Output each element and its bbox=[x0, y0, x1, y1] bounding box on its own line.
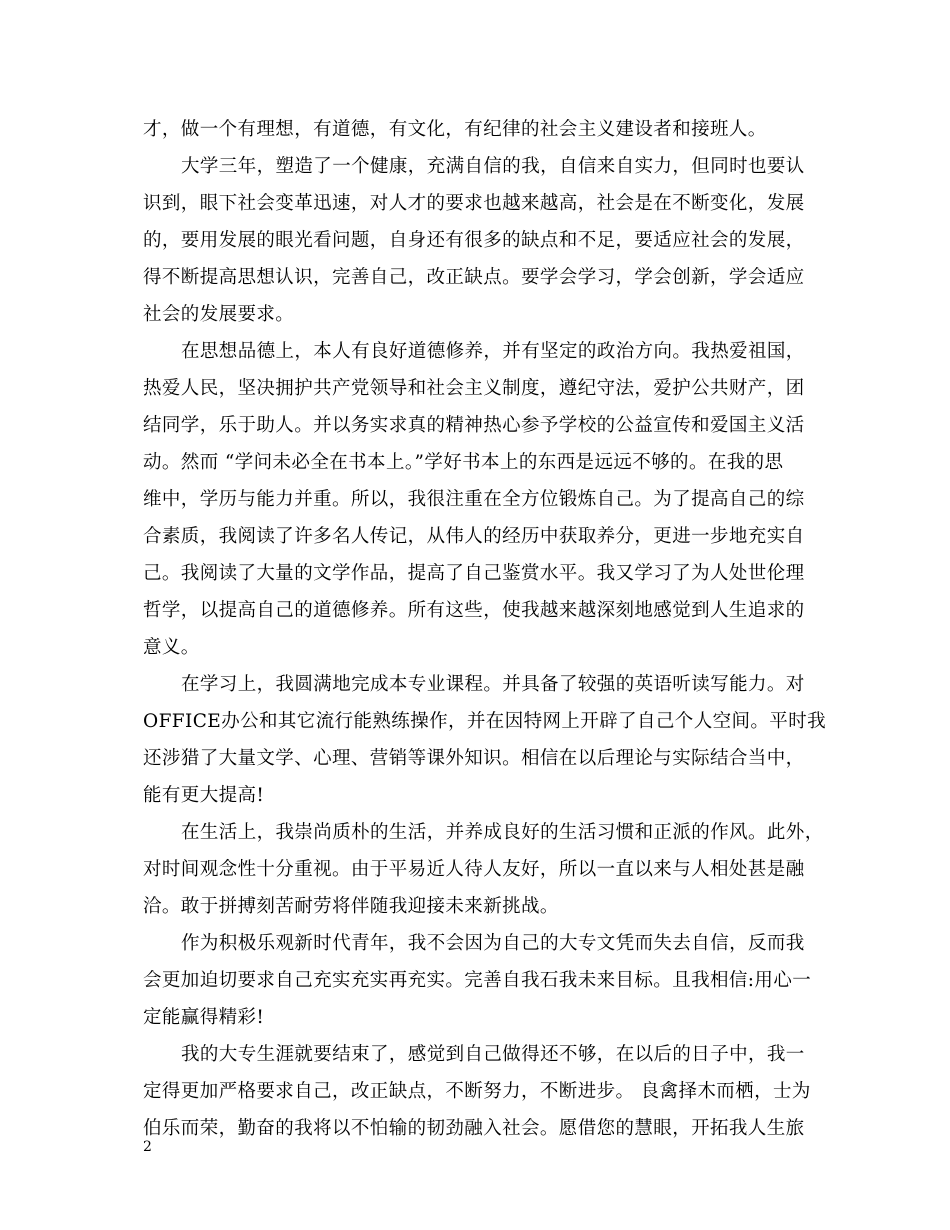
text-line: 会更加迫切要求自己充实充实再充实。完善自我石我未来目标。且我相信:用心一 bbox=[143, 970, 812, 991]
text-line: 社会的发展要求。 bbox=[143, 304, 295, 325]
text-line: 能有更大提高! bbox=[143, 785, 265, 806]
text-line: 意义。 bbox=[143, 637, 200, 658]
text-line: 伯乐而荣，勤奋的我将以不怕输的韧劲融入社会。愿借您的慧眼，开拓我人生旅 bbox=[143, 1118, 805, 1139]
text-line: OFFICE办公和其它流行能熟练操作，并在因特网上开辟了自己个人空间。平时我 bbox=[143, 711, 827, 732]
text-line: 作为积极乐观新时代青年，我不会因为自己的大专文凭而失去自信，反而我 bbox=[181, 933, 805, 954]
text-line: 动。然而 “学问未必全在书本上。”学好书本上的东西是远远不够的。在我的思 bbox=[143, 452, 784, 473]
text-line: 才，做一个有理想，有道德，有文化，有纪律的社会主义建设者和接班人。 bbox=[143, 119, 767, 140]
text-line: 大学三年，塑造了一个健康，充满自信的我，自信来自实力，但同时也要认 bbox=[181, 156, 805, 177]
page-number: 2 bbox=[143, 1139, 152, 1155]
text-line: 合素质，我阅读了许多名人传记，从伟人的经历中获取养分，更进一步地充实自 bbox=[143, 526, 805, 547]
text-line: 我的大专生涯就要结束了，感觉到自己做得还不够，在以后的日子中，我一 bbox=[181, 1044, 805, 1065]
text-line: 定得更加严格要求自己，改正缺点，不断努力，不断进步。 良禽择木而栖，士为 bbox=[143, 1081, 811, 1102]
text-line: 的，要用发展的眼光看问题，自身还有很多的缺点和不足，要适应社会的发展， bbox=[143, 230, 805, 251]
text-line: 维中，学历与能力并重。所以，我很注重在全方位锻炼自己。为了提高自己的综 bbox=[143, 489, 805, 510]
text-line: 己。我阅读了大量的文学作品，提高了自己鉴赏水平。我又学习了为人处世伦理 bbox=[143, 563, 805, 584]
text-line: 在学习上，我圆满地完成本专业课程。并具备了较强的英语听读写能力。对 bbox=[181, 674, 805, 695]
text-line: 热爱人民，坚决拥护共产党领导和社会主义制度，遵纪守法，爱护公共财产，团 bbox=[143, 378, 805, 399]
text-line: 还涉猎了大量文学、心理、营销等课外知识。相信在以后理论与实际结合当中， bbox=[143, 748, 805, 769]
text-line: 识到，眼下社会变革迅速，对人才的要求也越来越高，社会是在不断变化，发展 bbox=[143, 193, 805, 214]
text-line: 结同学，乐于助人。并以务实求真的精神热心参予学校的公益宣传和爱国主义活 bbox=[143, 415, 805, 436]
text-line: 定能赢得精彩! bbox=[143, 1007, 265, 1028]
text-line: 在生活上，我崇尚质朴的生活，并养成良好的生活习惯和正派的作风。此外， bbox=[181, 822, 824, 843]
text-line: 在思想品德上，本人有良好道德修养，并有坚定的政治方向。我热爱祖国， bbox=[181, 341, 805, 362]
text-line: 得不断提高思想认识，完善自己，改正缺点。要学会学习，学会创新，学会适应 bbox=[143, 267, 805, 288]
text-line: 对时间观念性十分重视。由于平易近人待人友好，所以一直以来与人相处甚是融 bbox=[143, 859, 805, 880]
text-line: 洽。敢于拼搏刻苦耐劳将伴随我迎接未来新挑战。 bbox=[143, 896, 559, 917]
text-line: 哲学，以提高自己的道德修养。所有这些，使我越来越深刻地感觉到人生追求的 bbox=[143, 600, 805, 621]
